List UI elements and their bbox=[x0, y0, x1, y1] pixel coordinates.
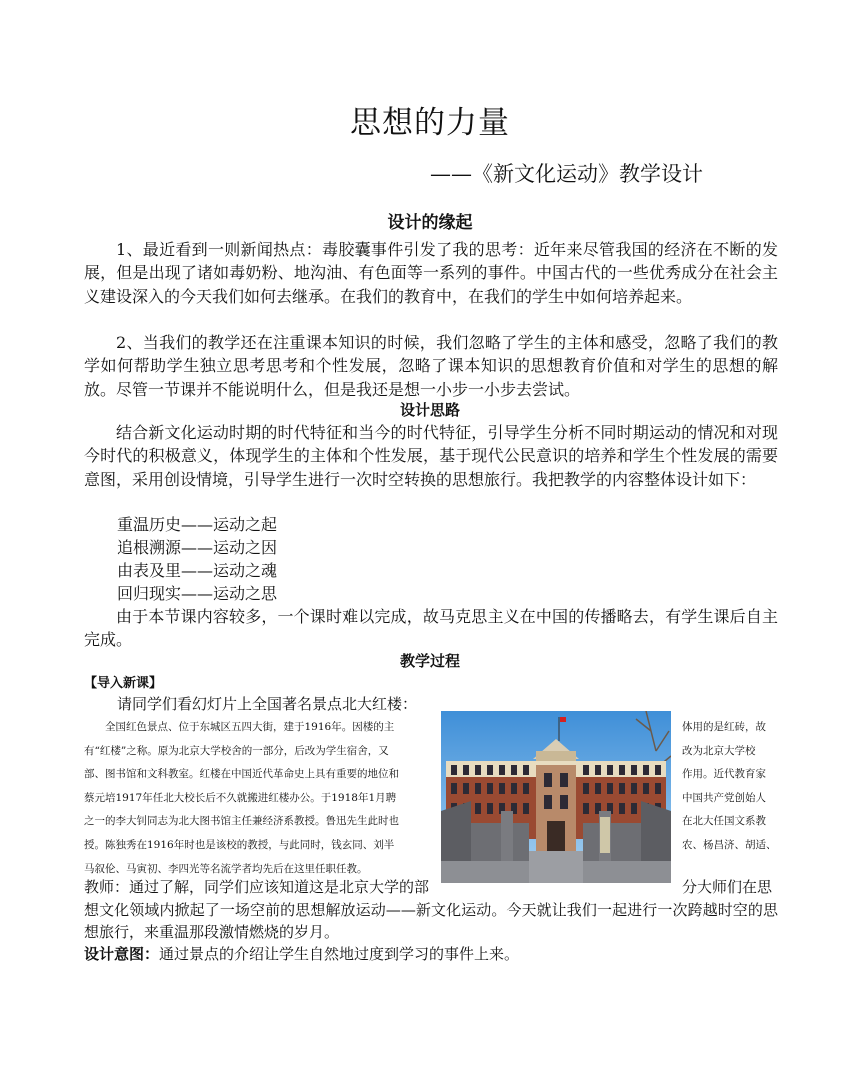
description-line: 改为北京大学校 bbox=[682, 744, 756, 757]
design-intent bbox=[84, 943, 519, 964]
lesson-intro-text: 请同学们看幻灯片上全国著名景点北大红楼： bbox=[117, 695, 418, 713]
red-building-description bbox=[84, 716, 436, 881]
section-heading-idea: 设计思路 bbox=[399, 401, 460, 419]
description-line: 作用。近代教育家 bbox=[682, 768, 766, 781]
section-heading-origin: 设计的缘起 bbox=[387, 213, 473, 233]
description-line: 马叙伦、马寅初、李四光等名流学者均先后在这里任职任教。 bbox=[84, 862, 368, 875]
description-line: 全国红色景点、位于东城区五四大街，建于1916年。因楼的主 bbox=[105, 721, 395, 733]
outline-item-2: 追根溯源——运动之因 bbox=[117, 538, 278, 557]
design-intent-text: 通过景点的介绍让学生自然地过度到学习的事件上来。 bbox=[159, 945, 520, 963]
red-building-photo bbox=[441, 711, 671, 883]
idea-paragraph: 结合新文化运动时期的时代特征和当今的时代特征，引导学生分析不同时期运动的情况和对现今时代的积极意义，体现学生的主体和个性发展，基于现代公民意识的培养和学生个性发展的需要意图，采用创设情境，引导学生进行一次时空转换的思想旅行。我把教学的内容整体设计如下： bbox=[84, 423, 778, 489]
page-title: 思想的力量 bbox=[350, 105, 510, 141]
outline-item-1: 重温历史——运动之起 bbox=[117, 515, 278, 534]
page-subtitle: ——《新文化运动》教学设计 bbox=[430, 162, 703, 186]
description-line: 蔡元培1917年任北大校长后不久就搬进红楼办公。于1918年1月聘 bbox=[84, 791, 397, 804]
idea-note: 由于本节课内容较多，一个课时难以完成，故马克思主义在中国的传播略去，有学生课后自主完成。 bbox=[84, 607, 778, 650]
origin-paragraph-2: 2、当我们的教学还在注重课本知识的时候，我们忽略了学生的主体和感受，忽略了我们的教学如何帮助学生独立思考思考和个性发展，忽略了课本知识的思想教育价值和对学生的思想的解放。尽管一节课并不能说明什么，但是我还是想一小步一小步去尝试。 bbox=[84, 333, 778, 399]
outline-item-4: 回归现实——运动之思 bbox=[117, 584, 278, 603]
description-line: 之一的李大钊同志为北大图书馆主任兼经济系教授。鲁迅先生此时也 bbox=[84, 815, 399, 828]
description-line: 在北大任国文系教 bbox=[682, 815, 766, 828]
outline-item-3: 由表及里——运动之魂 bbox=[117, 561, 278, 580]
origin-paragraph-1: 1、最近看到一则新闻热点：毒胶囊事件引发了我的思考：近年来尽管我国的经济在不断的发展，但是出现了诸如毒奶粉、地沟油、有色面等一系列的事件。中国古代的一些优秀成分在社会主义建设深入的今天我们如何去继承。在我们的教育中，在我们的学生中如何培养起来。 bbox=[84, 240, 778, 306]
description-line: 有“红楼”之称。原为北京大学校舍的一部分，后改为学生宿舍，又 bbox=[84, 744, 389, 757]
description-line: 农、杨昌济、胡适、 bbox=[682, 838, 777, 851]
lesson-intro-label: 【导入新课】 bbox=[84, 676, 163, 691]
section-heading-process: 教学过程 bbox=[399, 652, 460, 670]
description-line: 授。陈独秀在1916年时也是该校的教授，与此同时，钱玄同、刘半 bbox=[84, 838, 395, 851]
teacher-text-continued: 想文化领域内掀起了一场空前的思想解放运动——新文化运动。今天就让我们一起进行一次跨越时空的思想旅行，来重温那段激情燃烧的岁月。 bbox=[84, 901, 778, 941]
description-line: 中国共产党创始人 bbox=[682, 791, 766, 804]
red-building-description-right bbox=[682, 716, 780, 858]
design-intent-label: 设计意图： bbox=[84, 945, 160, 963]
description-line: 体用的是红砖，故 bbox=[682, 721, 766, 733]
description-line: 部、图书馆和文科教室。红楼在中国近代革命史上具有重要的地位和 bbox=[84, 768, 399, 781]
teacher-text-left: 教师：通过了解，同学们应该知道这是北京大学的部 bbox=[84, 878, 430, 896]
teacher-text-right: 分大师们在思 bbox=[682, 878, 773, 896]
